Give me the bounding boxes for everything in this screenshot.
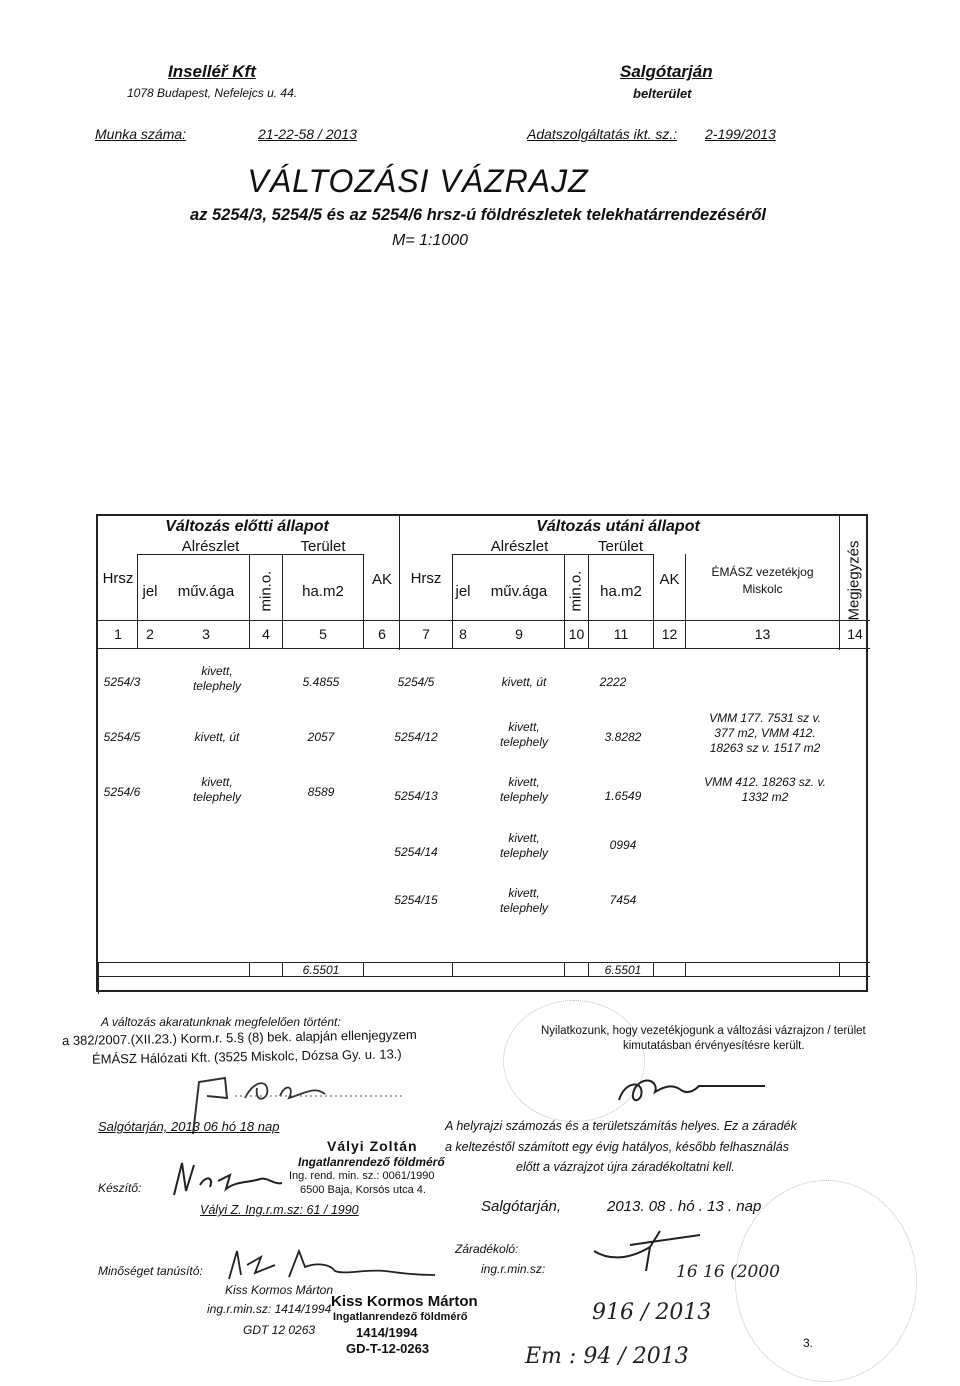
hrsz-after: 5254/12 <box>394 730 438 744</box>
muv-after: kivett, telephely <box>499 831 549 860</box>
col-number: 13 <box>754 626 771 642</box>
date-right: 2013. 08 . hó . 13 . nap <box>607 1198 762 1215</box>
jel-before-header: jel <box>142 583 158 600</box>
company-address: 1078 Budapest, Nefelejcs u. 44. <box>127 86 298 100</box>
ak-before-header: AK <box>371 571 392 588</box>
gdt-number: GDT 12 0263 <box>243 1323 316 1337</box>
col-number: 11 <box>613 626 629 642</box>
seal-number: 3. <box>803 1336 814 1350</box>
col-number: 10 <box>568 626 585 642</box>
terulet-after: Terület <box>597 538 644 555</box>
statement-line1: Nyilatkozunk, hogy vezetékjogunk a változási vázrajzon / terület <box>541 1025 866 1037</box>
hrsz-after-header: Hrsz <box>410 570 442 587</box>
scale: M= 1:1000 <box>391 232 469 249</box>
muv-after: kivett, telephely <box>499 775 549 804</box>
stamp-line1: Ingatlanrendező földmérő <box>298 1155 445 1169</box>
hrsz-after: 5254/15 <box>394 893 438 907</box>
muv-after: kivett, telephely <box>499 886 549 915</box>
before-state-title: Változás előtti állapot <box>165 518 329 535</box>
hrsz-before-header: Hrsz <box>102 570 134 587</box>
area-type: belterület <box>633 86 692 101</box>
change-confirm-line1: A változás akaratunknak megfelelően történt: <box>101 1015 341 1029</box>
alreszlet-after: Alrészlet <box>490 538 549 555</box>
alreszlet-before: Alrészlet <box>181 538 240 555</box>
document-subtitle: az 5254/3, 5254/5 és az 5254/6 hrsz-ú földrészletek telekhatárrendezéséről <box>190 206 766 224</box>
emasz-note: VMM 177. 7531 sz v. 377 m2, VMM 412. 18263 sz v. 1517 m2 <box>709 711 821 755</box>
emasz-header: ÉMÁSZ vezetékjog <box>711 565 814 579</box>
muv-after: kivett, út <box>501 675 547 689</box>
col-number: 12 <box>661 626 678 642</box>
after-state-title: Változás utáni állapot <box>536 518 700 535</box>
hrsz-before: 5254/3 <box>103 675 141 689</box>
area-after: 0994 <box>609 838 637 852</box>
change-confirm-line2: a 382/2007.(XII.23.) Korm.r. 5.§ (8) bek. alapján ellenjegyzem <box>61 1026 417 1049</box>
mino-before-header: min.o. <box>257 570 275 612</box>
kiss-name: Kiss Kormos Márton <box>225 1283 334 1297</box>
miskolc-header: Miskolc <box>742 582 783 596</box>
area-after: 1.6549 <box>604 789 642 803</box>
hrsz-after: 5254/5 <box>397 675 435 689</box>
mino-after-header: min.o. <box>567 570 585 612</box>
area-after: 7454 <box>609 893 637 907</box>
stamp-line2: Ing. rend. min. sz.: 0061/1990 <box>289 1170 435 1182</box>
stamp2-name: Kiss Kormos Márton <box>331 1293 478 1310</box>
terulet-before: Terület <box>300 538 346 555</box>
area-before: 8589 <box>307 785 335 799</box>
work-number-label: Munka száma: <box>95 126 187 142</box>
ham2-after-header: ha.m2 <box>600 583 642 600</box>
stamp2-line1: Ingatlanrendező földmérő <box>333 1311 468 1323</box>
stamp2-line2: 1414/1994 <box>356 1325 418 1340</box>
hrsz-before: 5254/5 <box>103 730 141 744</box>
jel-after-header: jel <box>455 583 471 600</box>
hrsz-after: 5254/14 <box>394 845 438 859</box>
ak-after-header: AK <box>659 571 680 588</box>
keszito-name: Vályi Z. Ing.r.m.sz: 61 / 1990 <box>200 1203 359 1217</box>
correct-line3: előtt a vázrajzot újra záradékoltatni kell. <box>516 1160 735 1174</box>
minoseg-label: Minőséget tanúsító: <box>98 1264 203 1278</box>
col-number: 5 <box>319 626 327 642</box>
company-name: Inselléř Kft <box>168 62 256 81</box>
muv-before: kivett, út <box>194 730 240 744</box>
col-number: 4 <box>262 626 270 642</box>
city-name: Salgótarján <box>620 62 713 81</box>
statement-signature <box>615 1060 775 1110</box>
data-service-label: Adatszolgáltatás ikt. sz.: <box>527 126 678 142</box>
document-title: VÁLTOZÁSI VÁZRAJZ <box>247 163 589 199</box>
total-before: 6.5501 <box>302 963 340 977</box>
change-confirm-line3: ÉMÁSZ Hálózati Kft. (3525 Miskolc, Dózsa Gy. u. 13.) <box>91 1046 402 1067</box>
change-table <box>96 514 868 992</box>
area-after: 3.8282 <box>604 730 642 744</box>
muvaga-after-header: műv.ága <box>490 583 548 600</box>
stamp-line3: 6500 Baja, Korsós utca 4. <box>300 1184 426 1196</box>
zaradekolo-label: Záradékoló: <box>455 1242 519 1256</box>
col-number: 8 <box>459 626 467 642</box>
col-number: 9 <box>515 626 523 642</box>
data-service-number: 2-199/2013 <box>705 126 776 142</box>
correct-line1: A helyrajzi számozás és a területszámítás helyes. Ez a záradék <box>445 1119 797 1133</box>
hrsz-after: 5254/13 <box>394 789 438 803</box>
megjegyzes-header: Megjegyzés <box>845 540 863 621</box>
kiss-reg: ing.r.min.sz: 1414/1994 <box>207 1302 332 1316</box>
area-before: 2057 <box>307 730 335 744</box>
muv-after: kivett, telephely <box>499 720 549 749</box>
keszito-label: Készítő: <box>98 1181 142 1195</box>
date-right-city: Salgótarján, <box>481 1198 562 1215</box>
ingrmin-label: ing.r.min.sz: <box>481 1262 546 1276</box>
handwritten-em-number: Em : 94 / 2013 <box>525 1344 689 1369</box>
stamp2-line3: GD-T-12-0263 <box>346 1341 430 1356</box>
handwritten-registration: 916 / 2013 <box>592 1300 712 1325</box>
area-after: 2222 <box>599 675 627 689</box>
correct-line2: a keltezéstől számított egy évig hatályos, később felhasználás <box>445 1140 789 1154</box>
area-before: 5.4855 <box>302 675 340 689</box>
handwritten-code: 16 16 (2000 <box>676 1262 780 1282</box>
muv-before: kivett, telephely <box>192 664 242 693</box>
stamp-name: Vályi Zoltán <box>327 1138 418 1154</box>
statement-line2: kimutatásban érvényesítésre került. <box>623 1040 805 1052</box>
col-number: 6 <box>378 626 386 642</box>
minoseg-signature <box>225 1245 445 1287</box>
hrsz-before: 5254/6 <box>103 785 141 799</box>
emasz-note: VMM 412. 18263 sz. v. 1332 m2 <box>704 775 826 804</box>
col-number: 1 <box>114 626 122 642</box>
col-number: 14 <box>847 626 863 642</box>
total-after: 6.5501 <box>604 963 642 977</box>
col-number: 2 <box>146 626 154 642</box>
date-left: Salgótarján, 2013 06 hó 18 nap <box>98 1119 280 1134</box>
col-number: 7 <box>422 626 430 642</box>
muvaga-before-header: műv.ága <box>177 583 235 600</box>
col-number: 3 <box>202 626 210 642</box>
work-number: 21-22-58 / 2013 <box>258 126 357 142</box>
muv-before: kivett, telephely <box>192 775 242 804</box>
ham2-before-header: ha.m2 <box>302 583 344 600</box>
keszito-signature <box>170 1155 290 1205</box>
